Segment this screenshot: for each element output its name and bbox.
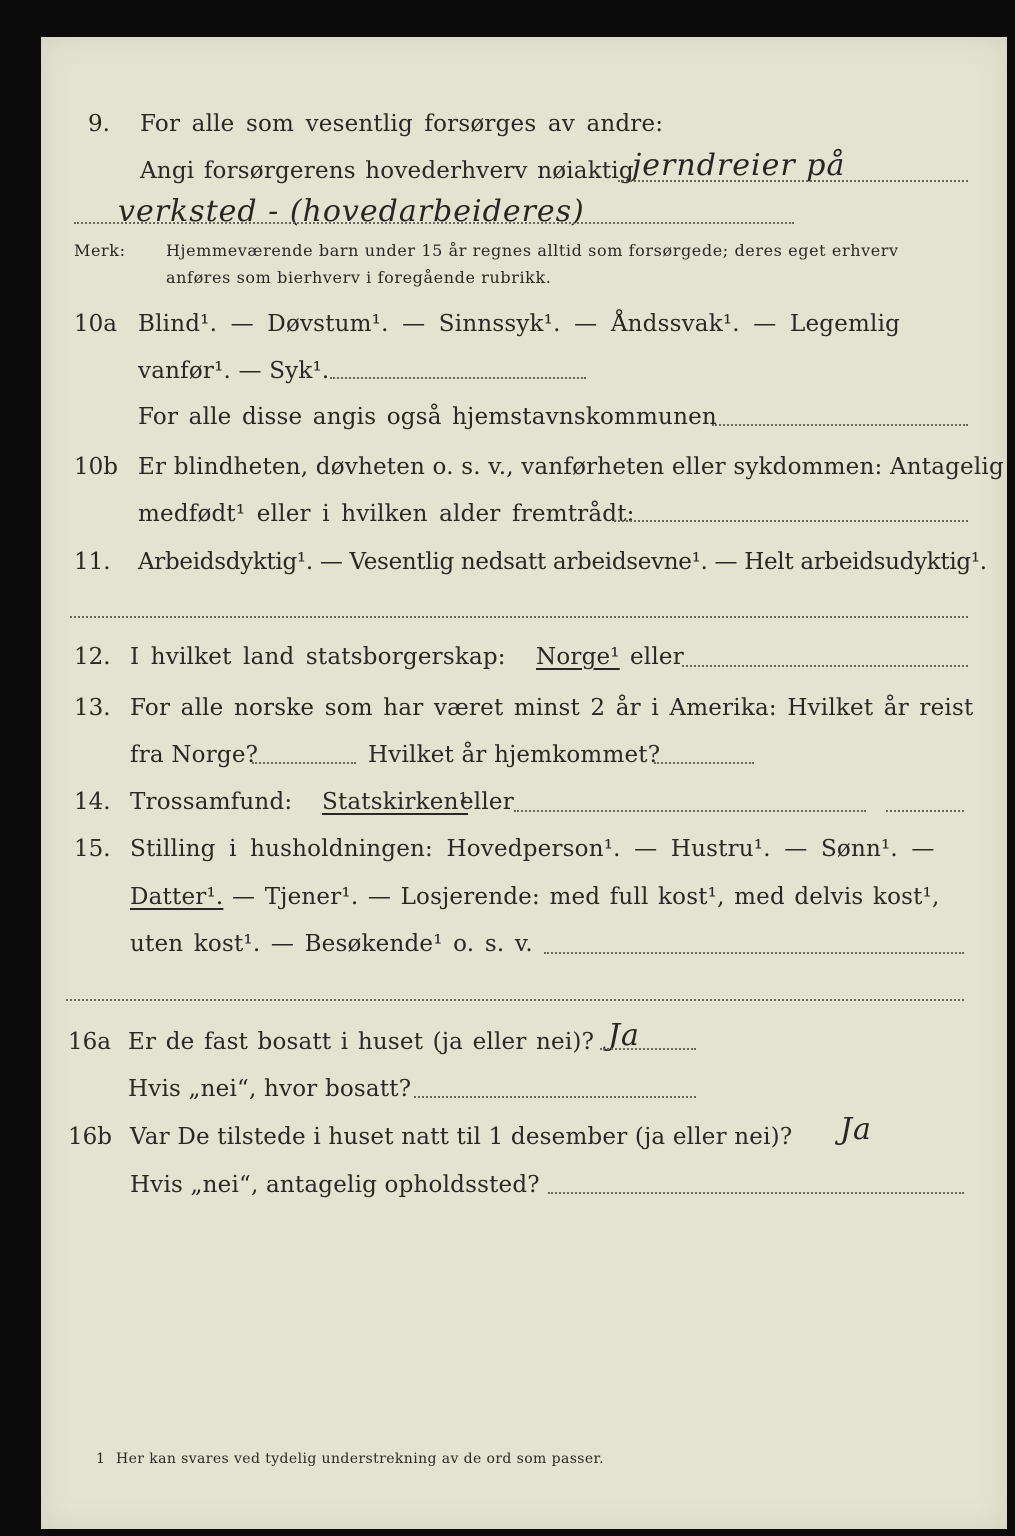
q13-line2b: Hvilket år hjemkommet? [368, 742, 661, 768]
q15-answer-line [544, 952, 964, 954]
q9-handwritten-answer-1: jerndreier på [632, 148, 846, 183]
q13-hjemkommet-line [654, 762, 754, 764]
q13-reist-line [252, 762, 356, 764]
q15-line1: Stilling i husholdningen: Hovedperson¹. — Hustru¹. — Sønn¹. — [130, 836, 935, 862]
q15-number: 15. [74, 836, 111, 862]
q10a-line1: Blind¹. — Døvstum¹. — Sinnssyk¹. — Åndssvak¹. — Legemlig [138, 311, 901, 337]
form-page [41, 37, 1007, 1529]
q16a-line2: Hvis „nei“, hvor bosatt? [128, 1076, 412, 1102]
q10b-line2: medfødt¹ eller i hvilken alder fremtrådt: [138, 501, 635, 527]
q16a-line1: Er de fast bosatt i huset (ja eller nei)? [128, 1029, 595, 1055]
q12-option-norge: Norge¹ [536, 644, 620, 670]
q10b-alder-line [614, 520, 968, 522]
q15-divider-line [66, 999, 964, 1001]
q10a-syk-line [330, 377, 586, 379]
merk-line1: Hjemmeværende barn under 15 år regnes alltid som forsørgede; deres eget erhverv [166, 241, 899, 260]
q9-line2: Angi forsørgerens hovederhverv nøiaktig [140, 158, 634, 184]
q9-line1: For alle som vesentlig forsørges av andre: [140, 111, 664, 137]
q11-number: 11. [74, 549, 111, 575]
q12-text: I hvilket land statsborgerskap: [130, 644, 506, 670]
q10a-number: 10a [74, 311, 117, 337]
q14-answer-line-1 [514, 810, 866, 812]
q9-answer-line-1 [618, 180, 968, 182]
q12-suffix: eller [630, 644, 684, 670]
q14-suffix: eller [460, 789, 514, 815]
q12-number: 12. [74, 644, 111, 670]
q14-option-statskirken: Statskirken¹ [322, 789, 469, 815]
q11-line1: Arbeidsdyktig¹. — Vesentlig nedsatt arbeidsevne¹. — Helt arbeidsudyktig¹. [138, 549, 987, 575]
q15-line2: — Tjener¹. — Losjerende: med full kost¹, med delvis kost¹, [232, 884, 940, 910]
q14-answer-line-2 [886, 810, 964, 812]
q11-answer-line [70, 616, 968, 618]
q16b-opholdssted-line [548, 1192, 964, 1194]
footnote-mark: 1 [96, 1451, 106, 1467]
q10b-line1: Er blindheten, døvheten o. s. v., vanførheten eller sykdommen: Antagelig [138, 454, 1004, 480]
q9-number: 9. [88, 111, 110, 137]
q10b-number: 10b [74, 454, 118, 480]
q14-number: 14. [74, 789, 111, 815]
footnote-text: Her kan svares ved tydelig understrekning av de ord som passer. [116, 1451, 604, 1467]
q16a-handwritten-answer: Ja [608, 1018, 640, 1053]
q16a-number: 16a [68, 1029, 111, 1055]
merk-line2: anføres som bierhverv i foregående rubrikk. [166, 268, 552, 287]
q14-text: Trossamfund: [130, 789, 293, 815]
q16b-line1: Var De tilstede i huset natt til 1 desember (ja eller nei)? [130, 1124, 793, 1150]
q13-number: 13. [74, 695, 111, 721]
q9-answer-line-2 [74, 222, 794, 224]
q13-line1: For alle norske som har været minst 2 år i Amerika: Hvilket år reist [130, 695, 974, 721]
q16a-bosatt-line [414, 1096, 696, 1098]
q15-option-datter: Datter¹. [130, 884, 224, 910]
merk-label: Merk: [74, 241, 126, 260]
q16b-number: 16b [68, 1124, 112, 1150]
q16b-line2: Hvis „nei“, antagelig opholdssted? [130, 1172, 540, 1198]
q10a-line2: vanfør¹. — Syk¹. [138, 358, 330, 384]
q16a-answer-line [600, 1048, 696, 1050]
q15-line3: uten kost¹. — Besøkende¹ o. s. v. [130, 931, 533, 957]
q16b-handwritten-answer: Ja [840, 1112, 872, 1147]
q10a-line3: For alle disse angis også hjemstavnskommunen [138, 404, 717, 430]
q9-handwritten-answer-2: verksted - (hovedarbeideres) [118, 194, 585, 229]
q10a-kommune-line [712, 424, 968, 426]
q12-answer-line [682, 665, 968, 667]
q13-line2a: fra Norge? [130, 742, 259, 768]
